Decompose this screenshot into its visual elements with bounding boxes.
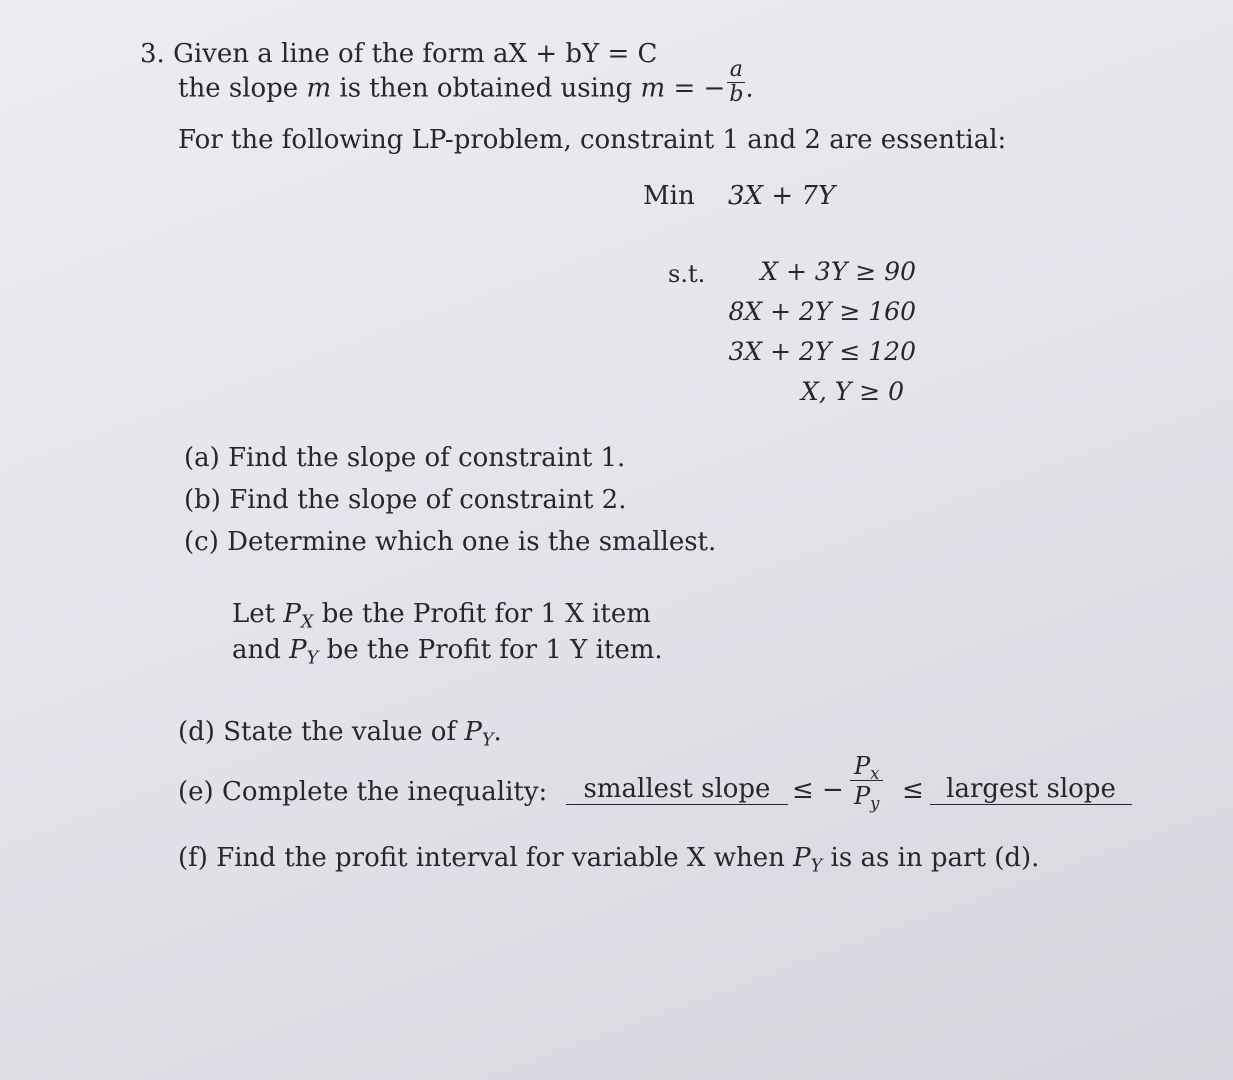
part-a-label: (a) (184, 443, 220, 473)
profit-note-line1-suffix: be the Profit for 1 X item (321, 599, 651, 629)
profit-ratio-fraction (850, 752, 883, 811)
profit-ratio-numerator (850, 752, 883, 783)
profit-note-line2 (232, 634, 663, 669)
part-d-label: (d) (178, 717, 215, 747)
constraint-nonnegativity: X, Y ≥ 0 (801, 377, 904, 406)
part-f-var: P (793, 843, 811, 873)
slope-fraction-denominator: b (729, 82, 744, 107)
part-e-label: (e) (178, 777, 214, 807)
constraint-3: 3X + 2Y ≤ 120 (728, 337, 916, 366)
ratio-num-var: P (854, 752, 871, 780)
part-e-leq-right: ≤ (902, 775, 924, 805)
essential-constraints-line: For the following LP-problem, constraint 1 and 2 are essential: (178, 125, 1007, 155)
part-a-text: Find the slope of constraint 1. (228, 443, 626, 473)
slope-formula-lhs: m = − (640, 73, 726, 104)
intro-line2-prefix: the slope (178, 73, 299, 104)
ratio-den-sub: y (870, 793, 880, 813)
constraint-1: X + 3Y ≥ 90 (760, 257, 916, 286)
intro-line2-var: m (306, 73, 332, 104)
slope-fraction-numerator: a (729, 57, 743, 82)
part-e-label-group (178, 776, 547, 808)
profit-note-line1-prefix: Let (232, 599, 276, 629)
part-e-leq-left: ≤ − (792, 775, 844, 805)
smallest-slope-blank: smallest slope (566, 774, 788, 805)
part-e-text: Complete the inequality: (221, 777, 548, 807)
constraint-list (700, 252, 940, 412)
part-d-end: . (493, 717, 502, 747)
largest-slope-blank: largest slope (930, 774, 1132, 805)
profit-note-px-sub: X (300, 612, 314, 633)
part-f-text-before: Find the profit interval for variable X when (216, 843, 785, 873)
problem-number: 3. (140, 39, 165, 69)
part-d (178, 716, 502, 751)
part-f-sub: Y (810, 856, 823, 877)
objective-keyword: Min (643, 181, 695, 211)
problem-intro-line2 (178, 57, 754, 107)
part-b (184, 484, 626, 516)
intro-line1-text: Given a line of the form aX + bY = C (173, 39, 658, 69)
st-keyword: s.t. (668, 260, 706, 288)
part-f (178, 842, 1040, 877)
profit-note-px-var: P (283, 599, 301, 629)
slope-formula-end: . (745, 73, 754, 104)
profit-ratio-denominator (850, 780, 883, 811)
profit-note-py-sub: Y (306, 648, 319, 669)
part-c-text: Determine which one is the smallest. (227, 527, 717, 557)
part-b-label: (b) (184, 485, 221, 515)
objective-expression: 3X + 7Y (728, 181, 836, 211)
intro-line2-mid: is then obtained using (339, 73, 633, 104)
part-f-label: (f) (178, 843, 208, 873)
part-a (184, 442, 625, 474)
constraint-2: 8X + 2Y ≥ 160 (728, 297, 916, 326)
part-f-text-after: is as in part (d). (830, 843, 1040, 873)
profit-note-line1 (232, 598, 651, 633)
profit-note-py-var: P (289, 635, 307, 665)
ratio-num-sub: x (870, 763, 880, 783)
profit-note-line2-suffix: be the Profit for 1 Y item. (326, 635, 663, 665)
problem-intro-line1 (140, 38, 657, 70)
slope-fraction (727, 58, 745, 107)
part-b-text: Find the slope of constraint 2. (229, 485, 627, 515)
part-d-sub: Y (481, 730, 494, 751)
part-d-var: P (464, 717, 482, 747)
part-c (184, 526, 716, 558)
part-c-label: (c) (184, 527, 219, 557)
ratio-den-var: P (854, 782, 871, 810)
profit-note-line2-prefix: and (232, 635, 281, 665)
part-d-text: State the value of (223, 717, 457, 747)
